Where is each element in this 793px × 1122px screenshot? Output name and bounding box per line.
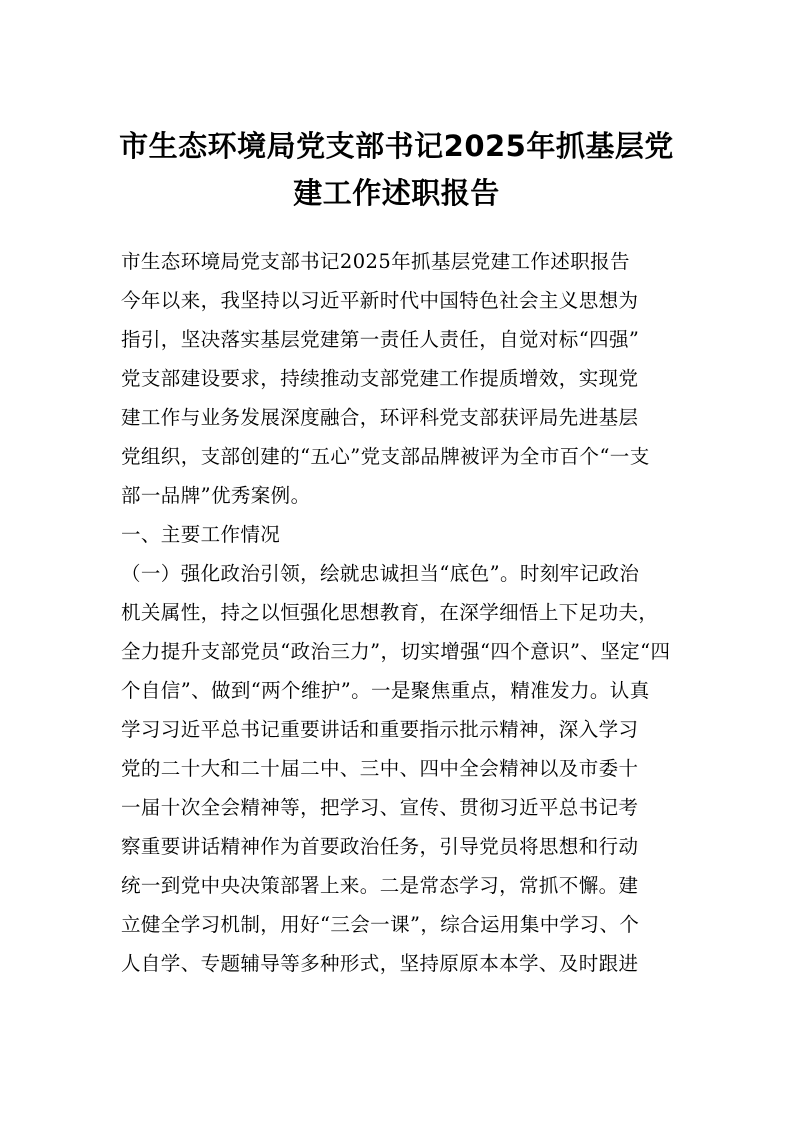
body-line: 全力提升支部党员“政治三力”，切实增强“四个意识”、坚定“四 <box>121 640 671 663</box>
body-line: 察重要讲话精神作为首要政治任务，引导党员将思想和行动 <box>121 835 639 858</box>
body-line: 学习习近平总书记重要讲话和重要指示批示精神，深入学习 <box>121 718 639 741</box>
body-line: 建工作与业务发展深度融合，环评科党支部获评局先进基层 <box>121 406 639 429</box>
body-line: 部一品牌”优秀案例。 <box>121 484 311 507</box>
body-line: 党的二十大和二十届二中、三中、四中全会精神以及市委十 <box>121 757 639 780</box>
body-line: 人自学、专题辅导等多种形式，坚持原原本本学、及时跟进 <box>121 952 639 975</box>
document-title-line-1: 市生态环境局党支部书记2025年抓基层党 <box>119 129 674 163</box>
section-heading: 一、主要工作情况 <box>121 523 281 546</box>
body-line: 机关属性，持之以恒强化思想教育，在深学细悟上下足功夫， <box>121 601 659 624</box>
body-line: 一届十次全会精神等，把学习、宣传、贯彻习近平总书记考 <box>121 796 639 819</box>
body-line: 党支部建设要求，持续推动支部党建工作提质增效，实现党 <box>121 367 639 390</box>
body-line: 个自信”、做到“两个维护”。一是聚焦重点，精准发力。认真 <box>121 679 650 702</box>
body-line: 立健全学习机制，用好“三会一课”，综合运用集中学习、个 <box>121 913 640 936</box>
body-line: 指引，坚决落实基层党建第一责任人责任，自觉对标“四强” <box>121 328 640 351</box>
body-line: （一）强化政治引领，绘就忠诚担当“底色”。时刻牢记政治 <box>121 562 640 585</box>
body-line: 今年以来，我坚持以习近平新时代中国特色社会主义思想为 <box>121 289 639 312</box>
document-title-line-2: 建工作述职报告 <box>293 176 500 210</box>
body-line: 统一到党中央决策部署上来。二是常态学习，常抓不懈。建 <box>121 874 639 897</box>
body-line: 党组织，支部创建的“五心”党支部品牌被评为全市百个“一支 <box>121 445 650 468</box>
body-line: 市生态环境局党支部书记2025年抓基层党建工作述职报告 <box>121 250 630 273</box>
